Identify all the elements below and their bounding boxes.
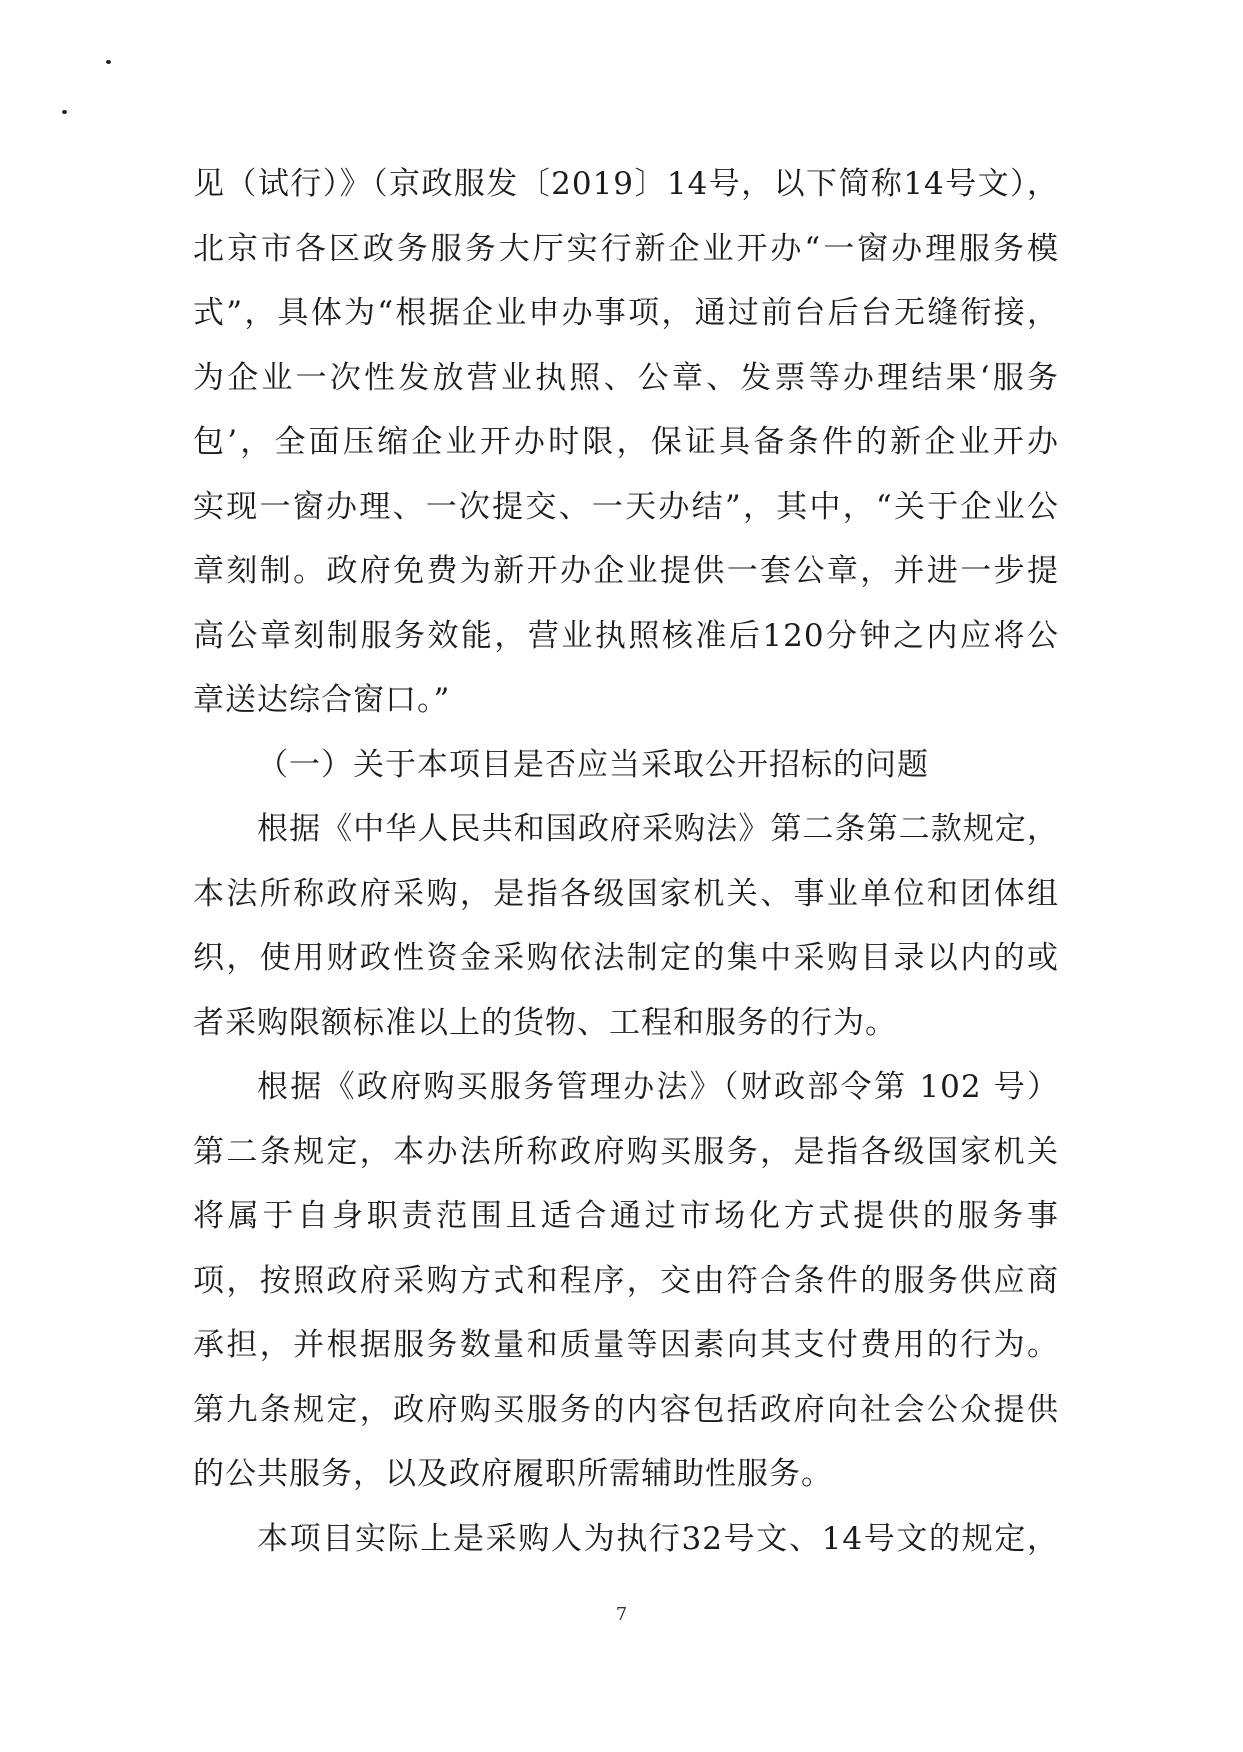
text-line: 织，使用财政性资金采购依法制定的集中采购目录以内的或 [193,940,1059,976]
text-line: 第二条规定，本办法所称政府购买服务，是指各级国家机关 [193,1133,1059,1170]
text-line: 将属于自身职责范围且适合通过市场化方式提供的服务事 [193,1198,1059,1234]
text-line: 根据《政府购买服务管理办法》（财政部令第 102 号） [257,1069,1059,1105]
text-line: 者采购限额标准以上的货物、工程和服务的行为。 [193,1004,897,1041]
text-line: 式”，具体为“根据企业申办事项，通过前台后台无缝衔接， [193,295,1059,331]
text-line: 章送达综合窗口。” [193,682,451,718]
text-line: 见（试行）》（京政服发〔2019〕14号，以下简称14号文）， [193,166,1059,202]
text-line: 本法所称政府采购，是指各级国家机关、事业单位和团体组 [193,875,1059,912]
text-line: 的公共服务，以及政府履职所需辅助性服务。 [193,1456,833,1492]
document-body [193,152,1059,1571]
text-line: 高公章刻制服务效能，营业执照核准后120分钟之内应将公 [193,617,1059,654]
text-line: 为企业一次性发放营业执照、公章、发票等办理结果‘服务 [193,359,1059,396]
text-line: 根据《中华人民共和国政府采购法》第二条第二款规定， [257,811,1059,847]
text-line: 承担，并根据服务数量和质量等因素向其支付费用的行为。 [193,1327,1059,1363]
text-line: 项，按照政府采购方式和程序，交由符合条件的服务供应商 [193,1262,1059,1299]
text-line: 实现一窗办理、一次提交、一天办结”，其中，“关于企业公 [193,488,1059,525]
scan-speck [62,110,67,114]
section-heading: （一）关于本项目是否应当采取公开招标的问题 [257,746,929,783]
text-line: 包’，全面压缩企业开办时限，保证具备条件的新企业开办 [193,424,1059,460]
page-number: 7 [615,1604,628,1625]
text-line: 章刻制。政府免费为新开办企业提供一套公章，并进一步提 [193,553,1059,589]
text-line: 第九条规定，政府购买服务的内容包括政府向社会公众提供 [193,1391,1059,1428]
scan-speck [106,60,111,64]
text-line: 本项目实际上是采购人为执行32号文、14号文的规定， [257,1520,1059,1557]
text-line: 北京市各区政务服务大厅实行新企业开办“一窗办理服务模 [193,230,1059,267]
